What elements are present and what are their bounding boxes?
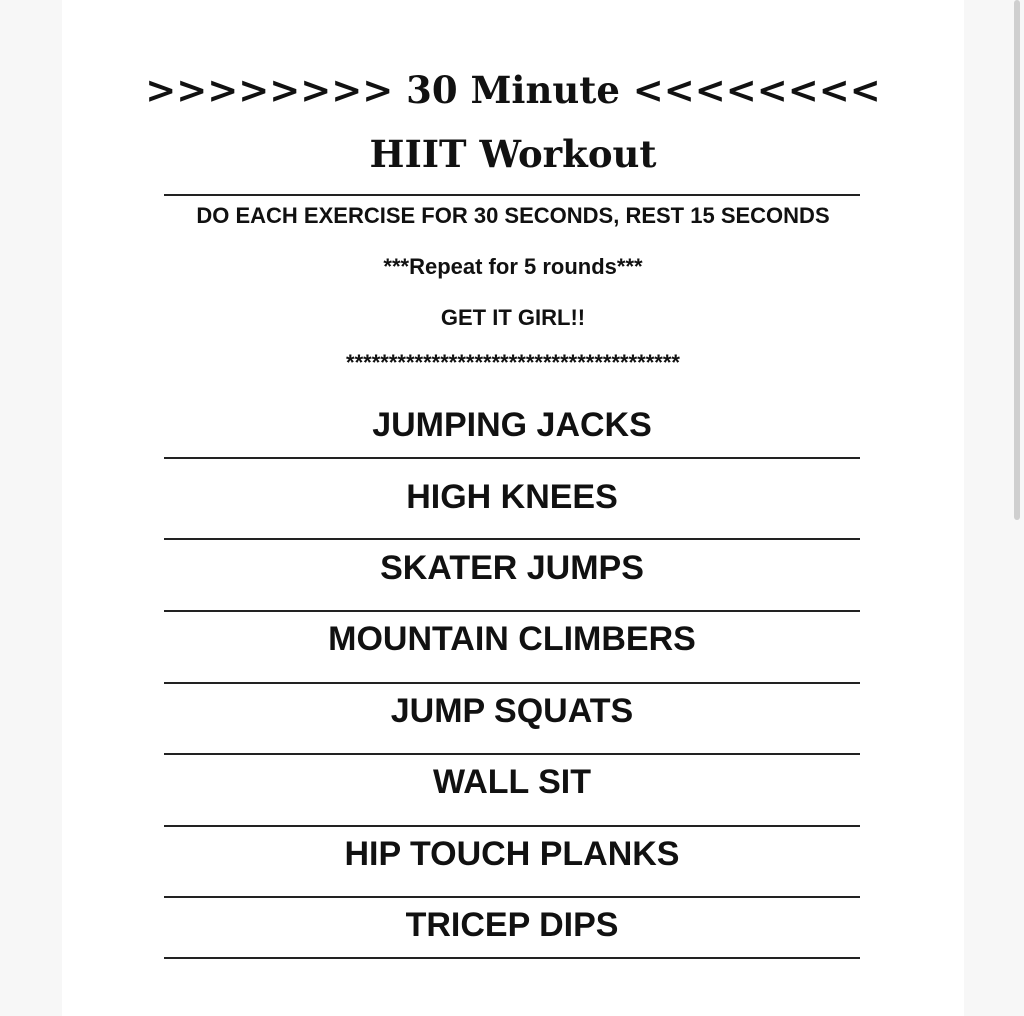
star-divider: *************************************** <box>346 350 680 375</box>
exercise-divider <box>164 753 860 755</box>
header-divider <box>164 194 860 196</box>
exercise-item-1: JUMPING JACKS <box>372 406 652 444</box>
left-margin <box>0 0 62 1016</box>
exercise-item-2: HIGH KNEES <box>406 478 618 516</box>
exercise-divider <box>164 457 860 459</box>
exercise-item-3: SKATER JUMPS <box>380 549 644 587</box>
exercise-item-6: WALL SIT <box>432 763 592 801</box>
repeat-note: ***Repeat for 5 rounds*** <box>383 254 643 279</box>
title-line-1: >>>>>>>> 30 Minute <<<<<<<< <box>145 68 881 112</box>
scrollbar[interactable] <box>1014 0 1020 520</box>
exercise-divider <box>164 957 860 959</box>
exercise-item-4: MOUNTAIN CLIMBERS <box>328 620 696 658</box>
exercise-divider <box>164 682 860 684</box>
exercise-divider <box>164 538 860 540</box>
exercise-divider <box>164 610 860 612</box>
exercise-divider <box>164 825 860 827</box>
exercise-item-8: TRICEP DIPS <box>405 906 619 944</box>
motivation-text: GET IT GIRL!! <box>440 305 586 330</box>
document-sheet <box>62 0 964 1016</box>
exercise-item-7: HIP TOUCH PLANKS <box>344 835 680 873</box>
instructions-text: DO EACH EXERCISE FOR 30 SECONDS, REST 15 SECONDS <box>196 203 830 228</box>
right-margin <box>964 0 1024 1016</box>
exercise-item-5: JUMP SQUATS <box>390 692 634 730</box>
exercise-divider <box>164 896 860 898</box>
title-line-2: HIIT Workout <box>369 132 657 176</box>
